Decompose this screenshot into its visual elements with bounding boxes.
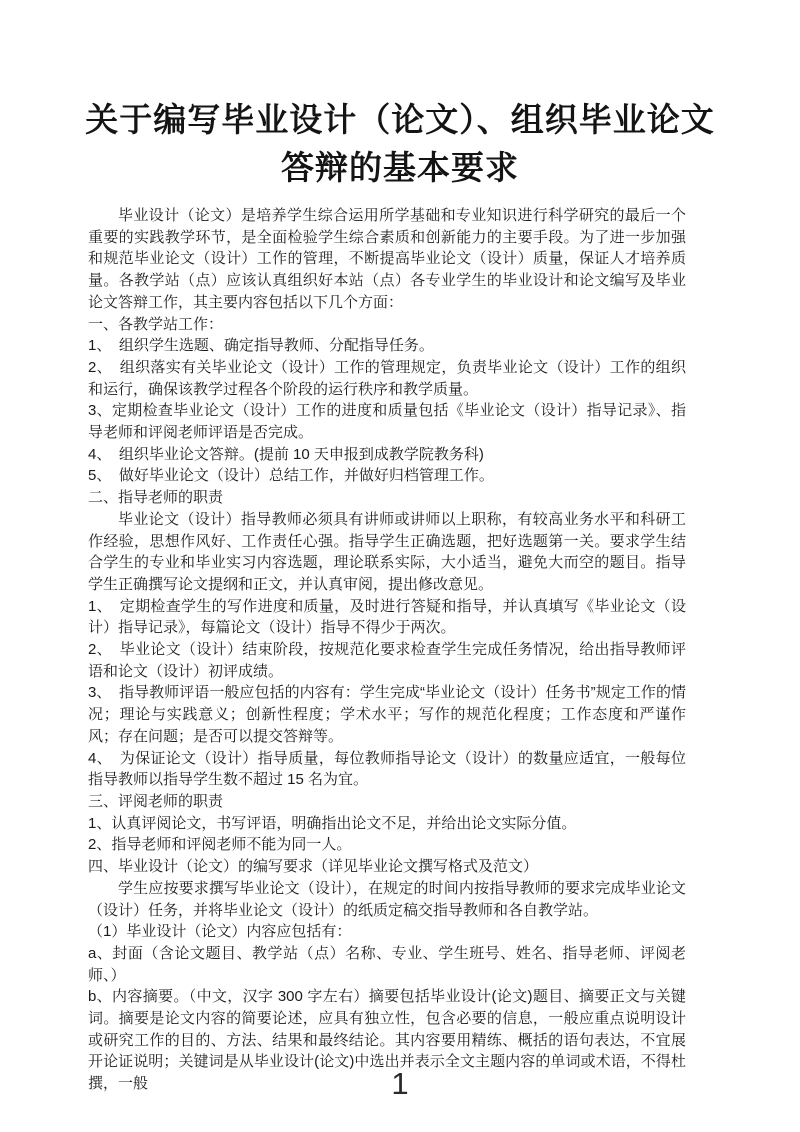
paragraph: 2、指导老师和评阅老师不能为同一人。 xyxy=(88,836,352,854)
paragraph: b、内容摘要。（中文，汉字 300 字左右）摘要包括毕业设计(论文)题目、摘要正文与关键词。摘要是论文内容的简要论述，应具有独立性，包含必要的信息，一般应重点说明设计或研究工作的目的、方法、结果和最终结论。其内容要用精练、概括的语句表达，不宜展开论证说明；关键词是从毕业设计(论文)中选出并表示全文主题内容的单词或术语，不得杜撰，一般 xyxy=(88,988,686,1093)
paragraph: 四、毕业设计（论文）的编写要求（详见毕业论文撰写格式及范文） xyxy=(88,858,539,876)
paragraph: 3、 指导教师评语一般应包括的内容有：学生完成“毕业论文（设计）任务书”规定工作的情况；理论与实践意义；创新性程度；学术水平；写作的规范化程度；工作态度和严谨作风；存在问题；是否可以提交答辩等。 xyxy=(88,684,686,745)
paragraph: （1）毕业设计（论文）内容应包括有： xyxy=(88,923,352,941)
paragraph: 一、各教学站工作： xyxy=(88,315,224,333)
paragraph: a、封面（含论文题目、教学站（点）名称、专业、学生班号、姓名、指导老师、评阅老师、） xyxy=(88,944,686,984)
page-footer xyxy=(0,1066,800,1102)
paragraph: 1、 组织学生选题、确定指导教师、分配指导任务。 xyxy=(88,337,434,355)
paragraph: 4、 为保证论文（设计）指导质量，每位教师指导论文（设计）的数量应适宜，一般每位指导教师以指导学生数不超过 15 名为宜。 xyxy=(88,749,686,789)
document-body xyxy=(88,205,686,1095)
paragraph: 学生应按要求撰写毕业论文（设计），在规定的时间内按指导教师的要求完成毕业论文（设计）任务，并将毕业论文（设计）的纸质定稿交指导教师和各自教学站。 xyxy=(88,879,686,919)
paragraph: 1、认真评阅论文，书写评语，明确指出论文不足，并给出论文实际分值。 xyxy=(88,814,577,832)
paragraph: 3、定期检查毕业论文（设计）工作的进度和质量包括《毕业论文（设计）指导记录》、指导老师和评阅老师评语是否完成。 xyxy=(88,402,686,442)
paragraph: 1、 定期检查学生的写作进度和质量，及时进行答疑和指导，并认真填写《毕业论文（设计）指导记录》，每篇论文（设计）指导不得少于两次。 xyxy=(88,597,686,637)
page-number: 1 xyxy=(391,1066,409,1101)
paragraph: 4、 组织毕业论文答辩。(提前 10 天申报到成教学院教务科) xyxy=(88,445,484,463)
paragraph: 5、 做好毕业论文（设计）总结工作，并做好归档管理工作。 xyxy=(88,467,494,485)
paragraph: 2、 组织落实有关毕业论文（设计）工作的管理规定，负责毕业论文（设计）工作的组织和运行，确保该教学过程各个阶段的运行秩序和教学质量。 xyxy=(88,358,686,398)
title-line-1: 关于编写毕业设计（论文）、组织毕业论文 xyxy=(85,101,715,138)
paragraph: 毕业设计（论文）是培养学生综合运用所学基础和专业知识进行科学研究的最后一个重要的实践教学环节，是全面检验学生综合素质和创新能力的主要手段。为了进一步加强和规范毕业论文（设计）工作的管理，不断提高毕业论文（设计）质量，保证人才培养质量。各教学站（点）应该认真组织好本站（点）各专业学生的毕业设计和论文编写及毕业论文答辩工作，其主要内容包括以下几个方面： xyxy=(88,207,686,311)
title-line-2: 答辩的基本要求 xyxy=(281,149,519,186)
paragraph: 三、评阅老师的职责 xyxy=(88,792,224,810)
paragraph: 二、指导老师的职责 xyxy=(88,489,224,507)
paragraph: 毕业论文（设计）指导教师必须具有讲师或讲师以上职称，有较高业务水平和科研工作经验，思想作风好、工作责任心强。指导学生正确选题，把好选题第一关。要求学生结合学生的专业和毕业实习内容选题，理论联系实际，大小适当，避免大而空的题目。指导学生正确撰写论文提纲和正文，并认真审阅，提出修改意见。 xyxy=(88,510,686,593)
paragraph: 2、 毕业论文（设计）结束阶段，按规范化要求检查学生完成任务情况，给出指导教师评语和论文（设计）初评成绩。 xyxy=(88,641,686,680)
document-title xyxy=(0,0,800,192)
